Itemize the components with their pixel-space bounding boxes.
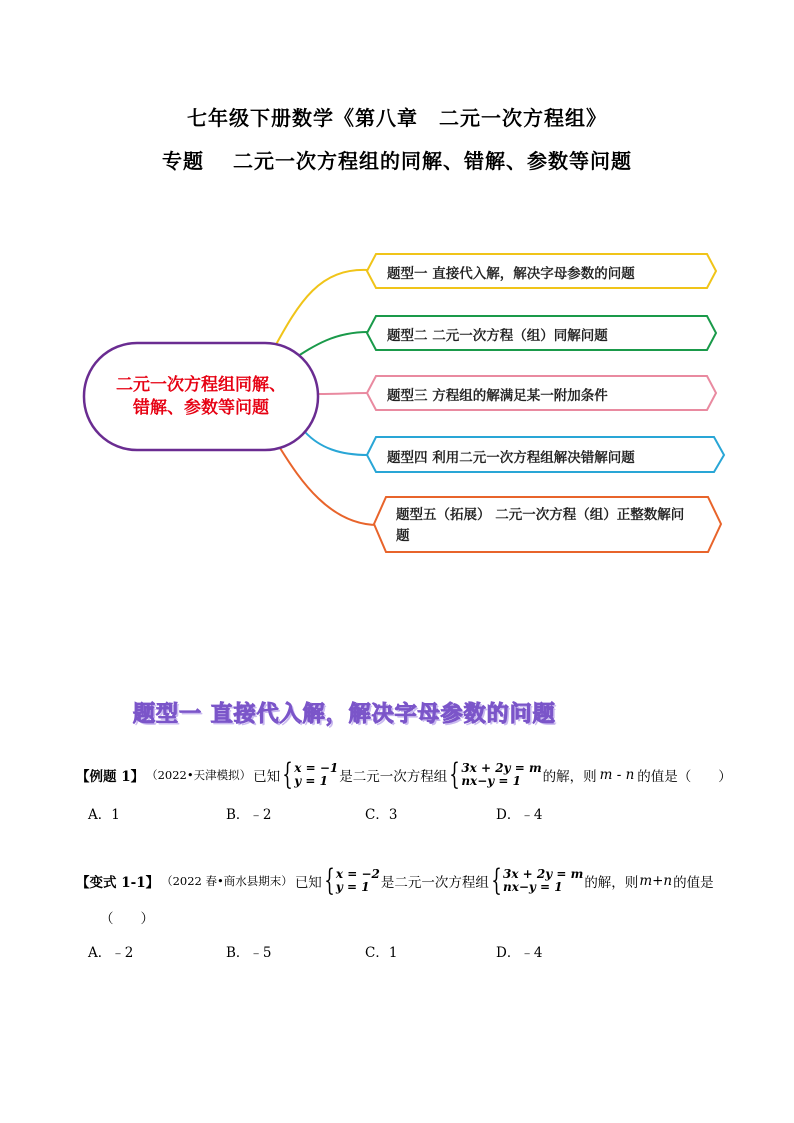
section-heading: 题型一 直接代入解，解决字母参数的问题 (133, 702, 556, 727)
branch-label-5: 题型五（拓展） 二元一次方程（组）正整数解问题 (396, 507, 685, 544)
branch-label-2: 题型二 二元一次方程（组）同解问题 (387, 328, 608, 344)
variant-1-1-expression: m+n (639, 873, 673, 889)
option-c: C．1 (365, 945, 398, 961)
example-1-text-b: 是二元一次方程组 (339, 769, 448, 785)
brace-icon: { (491, 863, 502, 898)
option-d: D．﹣4 (496, 945, 543, 961)
document-title: 七年级下册数学《第八章 二元一次方程组》 (187, 106, 607, 130)
example-1-expression: m - n (599, 767, 635, 783)
connector-3 (318, 393, 368, 394)
option-a: A．﹣2 (88, 945, 134, 961)
variant-1-1-label: 【变式 1-1】 (76, 875, 160, 891)
variant-1-1-text-c: 的解，则 (584, 875, 639, 891)
example-1-question (76, 757, 732, 792)
solution-row-1: x = −1 (294, 761, 339, 775)
branch-label-3: 题型三 方程组的解满足某一附加条件 (387, 388, 608, 404)
example-1-text-c: 的解，则 (542, 769, 597, 785)
example-1-source: （2022•天津模拟） (146, 768, 252, 782)
variant-1-1-solution (323, 863, 380, 898)
example-1-system (448, 757, 542, 792)
variant-1-1-text-a: 已知 (294, 875, 322, 891)
connector-1 (272, 270, 368, 352)
system-row-1: 3x + 2y = m (461, 761, 542, 775)
option-b: B．﹣5 (226, 945, 272, 961)
branch-label-4: 题型四 利用二元一次方程组解决错解问题 (387, 450, 635, 466)
variant-1-1-system (490, 863, 584, 898)
system-row-1: 3x + 2y = m (502, 867, 584, 881)
branch-label-1: 题型一 直接代入解，解决字母参数的问题 (387, 266, 635, 282)
document-subtitle: 专题 二元一次方程组的同解、错解、参数等问题 (162, 149, 632, 173)
central-node-label: 二元一次方程组同解、错解、参数等问题 (116, 374, 286, 418)
variant-1-1-source: （2022 春•商水县期末） (161, 874, 293, 888)
solution-row-1: x = −2 (335, 867, 380, 881)
variant-1-1-text-b: 是二元一次方程组 (380, 875, 489, 891)
solution-row-2: y = 1 (335, 880, 370, 894)
solution-row-2: y = 1 (294, 774, 328, 788)
example-1-label: 【例题 1】 (76, 769, 145, 785)
example-1-text-a: 已知 (253, 769, 281, 785)
option-c: C．3 (365, 807, 398, 823)
system-row-2: nx−y = 1 (502, 880, 563, 894)
brace-icon: { (449, 757, 461, 792)
variant-1-1-answer-paren: （ ） (100, 911, 154, 927)
option-a: A．1 (88, 807, 120, 823)
variant-1-1-text-d: 的值是 (673, 875, 714, 891)
variant-1-1-question (76, 863, 714, 898)
option-b: B．﹣2 (226, 807, 272, 823)
system-row-2: nx−y = 1 (461, 774, 521, 788)
option-d: D．﹣4 (496, 807, 543, 823)
brace-icon: { (282, 757, 293, 792)
example-1-text-d: 的值是（ ） (637, 769, 732, 785)
example-1-solution (281, 757, 339, 792)
connector-5 (280, 448, 378, 525)
brace-icon: { (324, 863, 335, 898)
